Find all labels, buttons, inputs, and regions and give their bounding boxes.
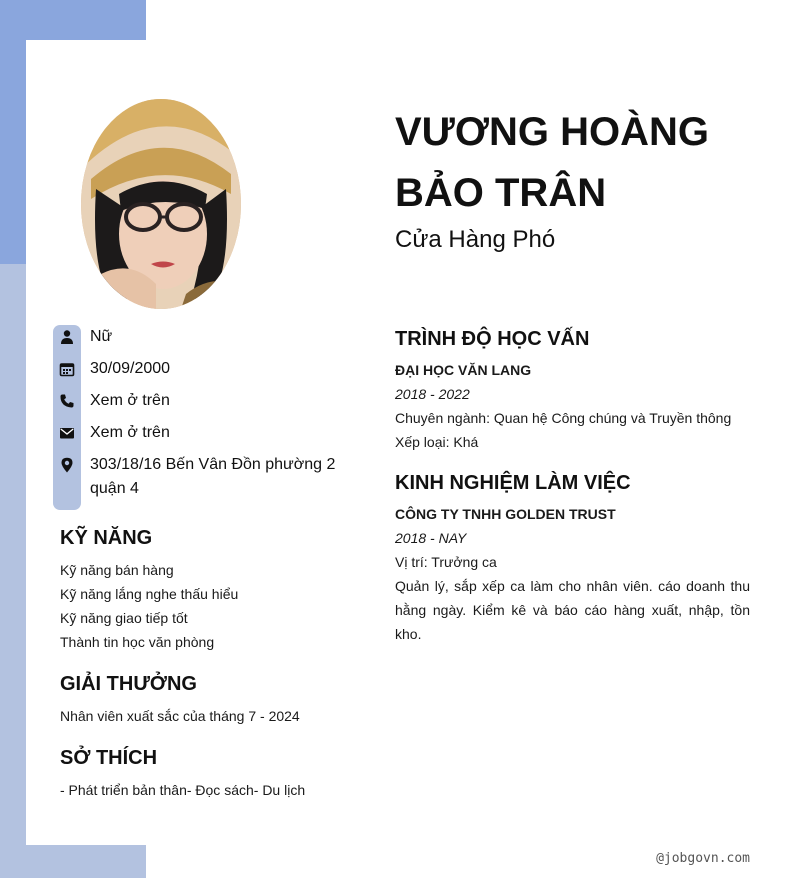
skill-item: Kỹ năng lắng nghe thấu hiểu [60,586,239,602]
phone-icon [59,393,75,409]
watermark: @jobgovn.com [656,851,750,866]
contact-phone-text: Xem ở trên [90,392,170,409]
experience-company: CÔNG TY TNHH GOLDEN TRUST [395,506,616,522]
skill-item: Kỹ năng bán hàng [60,562,174,578]
decor-strip-left [0,264,26,878]
decor-block-bottom [0,845,146,878]
hobbies-title: SỞ THÍCH [60,747,158,769]
education-grade: Xếp loại: Khá [395,434,479,450]
education-school: ĐẠI HỌC VĂN LANG [395,362,532,378]
hobby-item: - Phát triển bản thân- Đọc sách- Du lịch [60,782,306,798]
education-major: Chuyên ngành: Quan hệ Công chúng và Truyền thông [395,410,732,426]
candidate-name [395,102,755,224]
skill-item: Kỹ năng giao tiếp tốt [60,610,188,626]
contact-birthdate-text: 30/09/2000 [90,360,171,377]
skills-title: KỸ NĂNG [60,527,153,549]
education-period: 2018 - 2022 [395,386,470,402]
profile-photo [81,99,241,309]
contact-rail [53,325,81,510]
job-title: Cửa Hàng Phó [395,226,556,253]
experience-position: Vị trí: Trưởng ca [395,554,497,570]
education-title: TRÌNH ĐỘ HỌC VẤN [395,328,590,350]
name-line-1: VƯƠNG HOÀNG [395,110,709,154]
experience-title: KINH NGHIỆM LÀM VIỆC [395,472,631,494]
experience-period: 2018 - NAY [395,530,467,546]
contact-address-text: 303/18/16 Bến Vân Đồn phường 2 quận 4 [90,456,336,497]
email-icon [59,425,75,441]
name-line-2: BẢO TRÂN [395,171,607,215]
calendar-icon [59,361,75,377]
person-icon [59,329,75,345]
contact-email-text: Xem ở trên [90,424,170,441]
skill-item: Thành tin học văn phòng [60,634,215,650]
contact-gender-text: Nữ [90,328,113,345]
award-item: Nhân viên xuất sắc của tháng 7 - 2024 [60,708,300,724]
awards-title: GIẢI THƯỞNG [60,673,197,695]
location-icon [59,457,75,473]
experience-description: Quản lý, sắp xếp ca làm cho nhân viên. cáo doanh thu hằng ngày. Kiểm kê và báo cáo hàng xuất, nhập, tồn kho. [395,578,750,642]
